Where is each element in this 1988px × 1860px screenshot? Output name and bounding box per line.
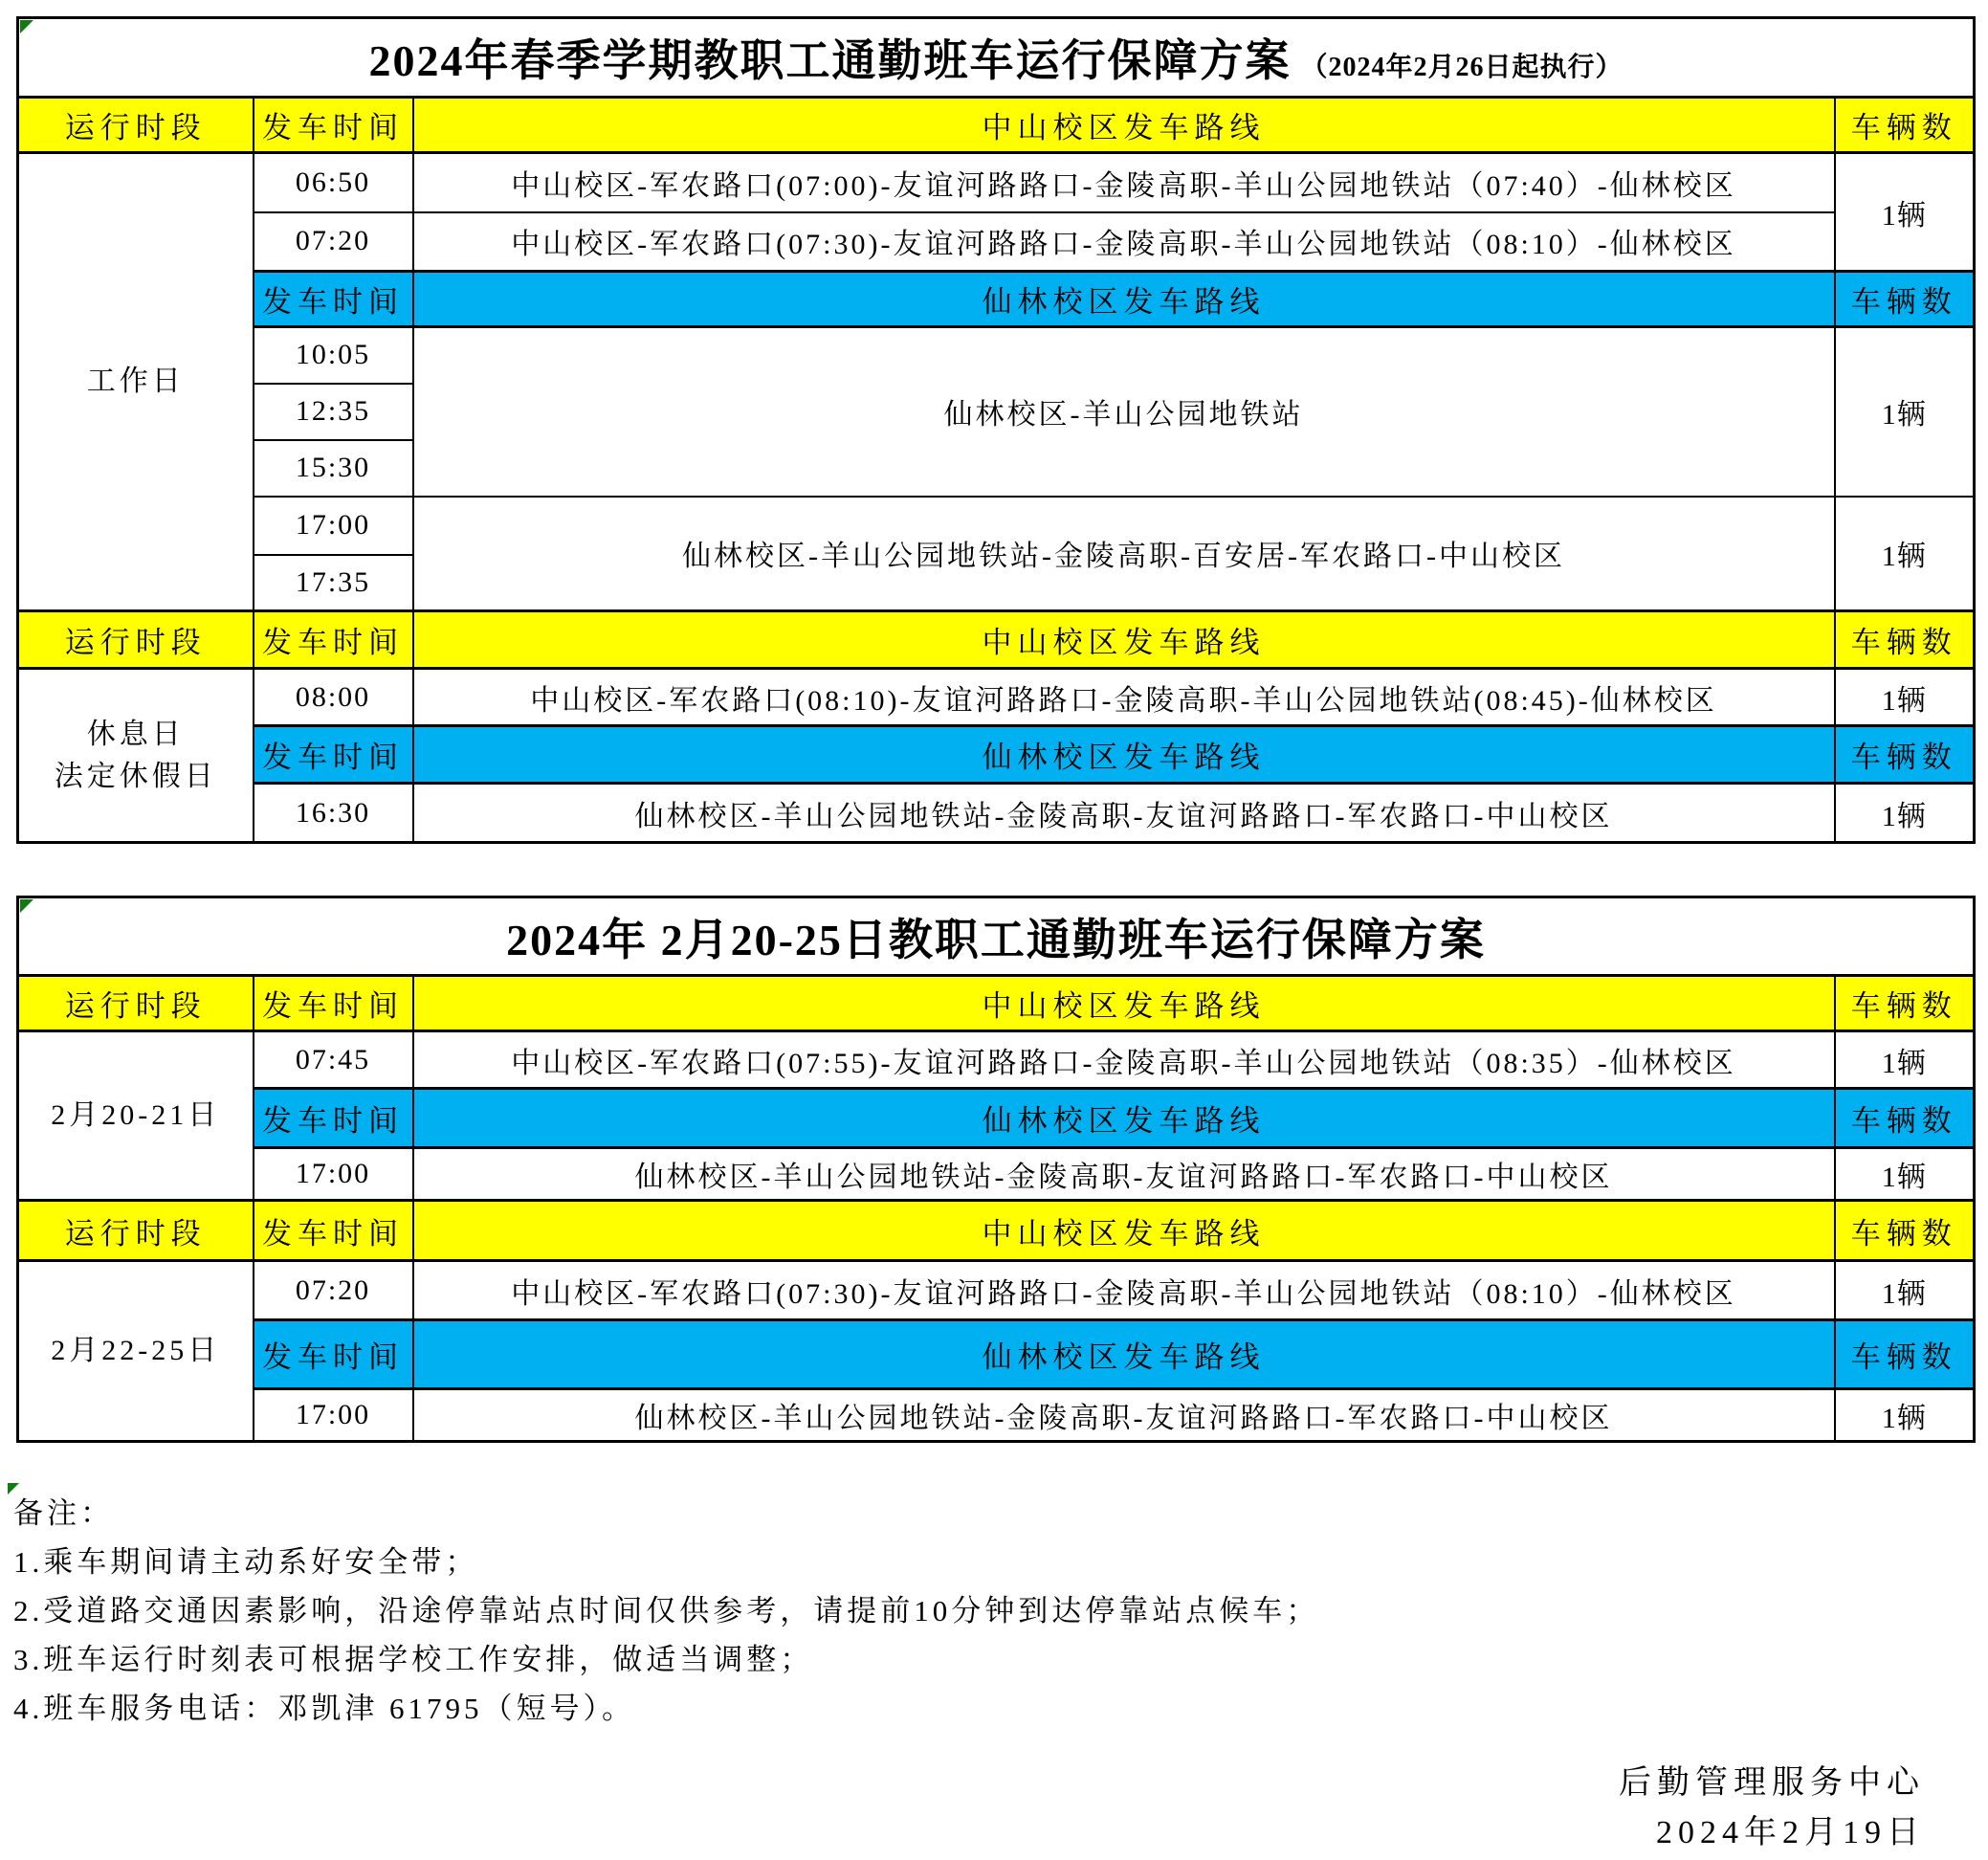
- excel-corner-flag-icon: [20, 20, 33, 33]
- notes-label: 备注：: [13, 1496, 114, 1530]
- vehicles-0720-b: 1辆: [1835, 1261, 1975, 1320]
- header-zhongshan-route: 中山校区发车路线: [413, 611, 1835, 669]
- time-0720: 07:20: [254, 212, 413, 272]
- header-vehicle-count: 车辆数: [1835, 1320, 1975, 1389]
- footer-date: 2024年2月19日: [1656, 1815, 1925, 1850]
- notes-block: [13, 1489, 1319, 1733]
- table1-title: 2024年春季学期教职工通勤班车运行保障方案: [368, 36, 1292, 85]
- note-item: 2.受道路交通因素影响，沿途停靠站点时间仅供参考，请提前10分钟到达停靠站点候车；: [13, 1594, 1320, 1628]
- time-1005: 10:05: [254, 327, 413, 384]
- route-0800: 中山校区-军农路口(08:10)-友谊河路路口-金陵高职-羊山公园地铁站(08:45)-仙林校区: [413, 669, 1835, 726]
- table2-title-cell: [18, 897, 1975, 976]
- header-departure-time: 发车时间: [254, 726, 413, 784]
- route-0720-b: 中山校区-军农路口(07:30)-友谊河路路口-金陵高职-羊山公园地铁站（08:10）-仙林校区: [413, 1261, 1835, 1320]
- route-0745: 中山校区-军农路口(07:55)-友谊河路路口-金陵高职-羊山公园地铁站（08:35）-仙林校区: [413, 1031, 1835, 1089]
- header-departure-time: 发车时间: [254, 1320, 413, 1389]
- header-vehicle-count: 车辆数: [1835, 98, 1975, 153]
- route-evening: 仙林校区-羊山公园地铁站-金陵高职-百安居-军农路口-中山校区: [413, 497, 1835, 611]
- header-zhongshan-route: 中山校区发车路线: [413, 976, 1835, 1031]
- header-vehicle-count: 车辆数: [1835, 1201, 1975, 1261]
- vehicles-0800: 1辆: [1835, 669, 1975, 726]
- header-departure-time: 发车时间: [254, 611, 413, 669]
- time-0720-b: 07:20: [254, 1261, 413, 1320]
- table1-subtitle: （2024年2月26日起执行）: [1300, 53, 1624, 82]
- header-vehicle-count: 车辆数: [1835, 976, 1975, 1031]
- vehicles-midday: 1辆: [1835, 327, 1975, 497]
- time-1235: 12:35: [254, 384, 413, 440]
- vehicles-0745: 1辆: [1835, 1031, 1975, 1089]
- header-operating-period: 运行时段: [18, 611, 254, 669]
- note-item: 4.班车服务电话：邓凯津 61795（短号）。: [13, 1692, 635, 1725]
- header-departure-time: 发车时间: [254, 976, 413, 1031]
- route-midday: 仙林校区-羊山公园地铁站: [413, 327, 1835, 497]
- time-1700: 17:00: [254, 497, 413, 555]
- feb20-25-shuttle-table: [16, 896, 1976, 1443]
- footer-organization: 后勤管理服务中心: [1619, 1765, 1925, 1801]
- restday-line2: 法定休假日: [54, 760, 217, 792]
- period-workday: 工作日: [18, 153, 254, 611]
- route-1700-b: 仙林校区-羊山公园地铁站-金陵高职-友谊河路路口-军农路口-中山校区: [413, 1389, 1835, 1442]
- vehicles-1630: 1辆: [1835, 784, 1975, 843]
- note-item: 1.乘车期间请主动系好安全带；: [13, 1545, 479, 1579]
- route-1700-a: 仙林校区-羊山公园地铁站-金陵高职-友谊河路路口-军农路口-中山校区: [413, 1148, 1835, 1201]
- time-1530: 15:30: [254, 440, 413, 497]
- route-0650: 中山校区-军农路口(07:00)-友谊河路路口-金陵高职-羊山公园地铁站（07:40）-仙林校区: [413, 153, 1835, 212]
- header-departure-time: 发车时间: [254, 98, 413, 153]
- header-vehicle-count: 车辆数: [1835, 1089, 1975, 1148]
- header-xianlin-route: 仙林校区发车路线: [413, 272, 1835, 327]
- header-zhongshan-route: 中山校区发车路线: [413, 98, 1835, 153]
- table1-title-cell: [18, 18, 1975, 98]
- time-0650: 06:50: [254, 153, 413, 212]
- excel-corner-flag-icon: [20, 899, 33, 913]
- period-feb20-21: 2月20-21日: [18, 1031, 254, 1201]
- note-item: 3.班车运行时刻表可根据学校工作安排，做适当调整；: [13, 1643, 814, 1676]
- vehicles-1700-b: 1辆: [1835, 1389, 1975, 1442]
- table2-title: 2024年 2月20-25日教职工通勤班车运行保障方案: [506, 915, 1486, 964]
- time-0800: 08:00: [254, 669, 413, 726]
- period-feb22-25: 2月22-25日: [18, 1261, 254, 1442]
- vehicles-evening: 1辆: [1835, 497, 1975, 611]
- header-operating-period: 运行时段: [18, 1201, 254, 1261]
- header-departure-time: 发车时间: [254, 272, 413, 327]
- route-0720: 中山校区-军农路口(07:30)-友谊河路路口-金陵高职-羊山公园地铁站（08:10）-仙林校区: [413, 212, 1835, 272]
- time-1630: 16:30: [254, 784, 413, 843]
- route-1630: 仙林校区-羊山公园地铁站-金陵高职-友谊河路路口-军农路口-中山校区: [413, 784, 1835, 843]
- header-xianlin-route: 仙林校区发车路线: [413, 726, 1835, 784]
- header-departure-time: 发车时间: [254, 1201, 413, 1261]
- header-operating-period: 运行时段: [18, 98, 254, 153]
- restday-line1: 休息日: [86, 718, 185, 750]
- header-zhongshan-route: 中山校区发车路线: [413, 1201, 1835, 1261]
- header-xianlin-route: 仙林校区发车路线: [413, 1089, 1835, 1148]
- footer-signature: [1619, 1759, 1925, 1858]
- header-operating-period: 运行时段: [18, 976, 254, 1031]
- header-xianlin-route: 仙林校区发车路线: [413, 1320, 1835, 1389]
- time-1735: 17:35: [254, 555, 413, 611]
- header-vehicle-count: 车辆数: [1835, 272, 1975, 327]
- header-departure-time: 发车时间: [254, 1089, 413, 1148]
- vehicles-morning: 1辆: [1835, 153, 1975, 272]
- time-1700-b: 17:00: [254, 1389, 413, 1442]
- time-1700-a: 17:00: [254, 1148, 413, 1201]
- period-restday: [18, 669, 254, 843]
- header-vehicle-count: 车辆数: [1835, 726, 1975, 784]
- vehicles-1700-a: 1辆: [1835, 1148, 1975, 1201]
- spring-semester-shuttle-table: [16, 16, 1976, 844]
- time-0745: 07:45: [254, 1031, 413, 1089]
- header-vehicle-count: 车辆数: [1835, 611, 1975, 669]
